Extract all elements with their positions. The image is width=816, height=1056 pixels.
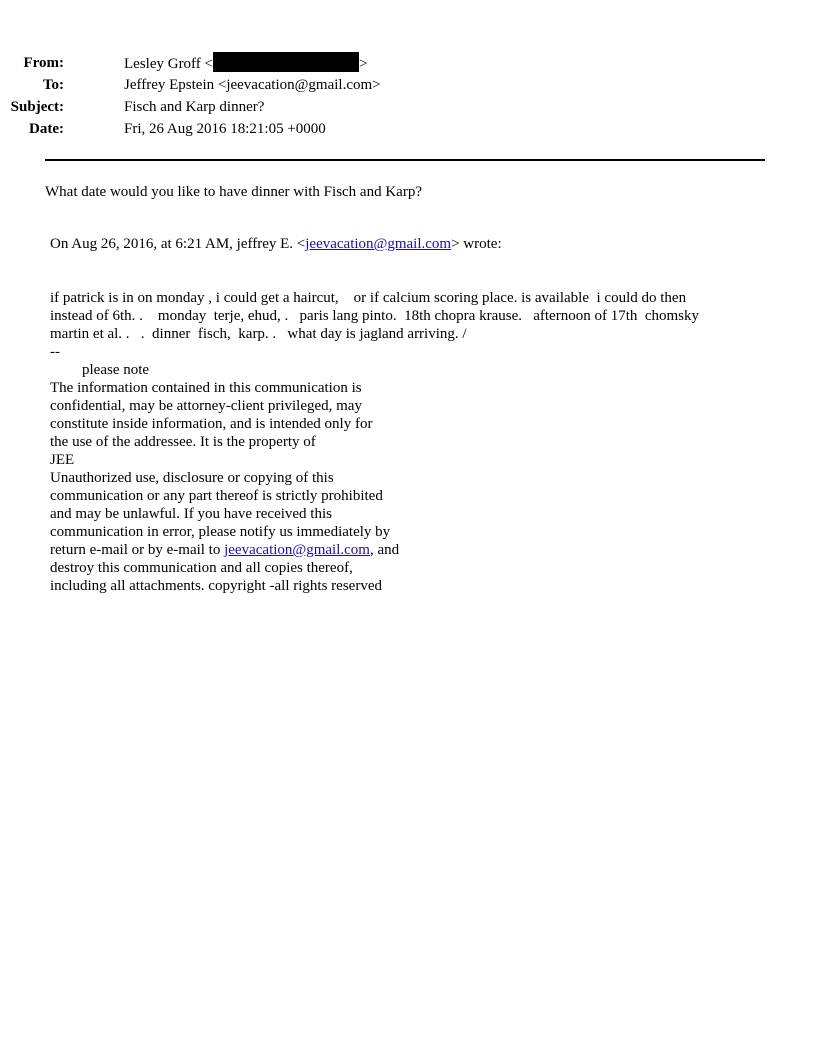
quoted-line: instead of 6th. . monday terje, ehud, . paris lang pinto. 18th chopra krause. afternoon of 17th chomsky bbox=[50, 308, 700, 324]
to-label: To: bbox=[42, 77, 64, 93]
disclaimer-email-link[interactable]: jeevacation@gmail.com bbox=[224, 542, 370, 558]
subject-value: Fisch and Karp dinner? bbox=[124, 99, 265, 115]
disclaimer-line: the use of the addressee. It is the property of bbox=[50, 434, 316, 450]
disclaimer-line: JEE bbox=[50, 452, 75, 468]
disclaimer-line: The information contained in this communication is bbox=[50, 380, 362, 396]
header-divider bbox=[45, 159, 765, 161]
subject-row bbox=[0, 96, 760, 118]
disclaimer-line: including all attachments. copyright -all rights reserved bbox=[50, 578, 382, 594]
date-value: Fri, 26 Aug 2016 18:21:05 +0000 bbox=[124, 121, 326, 137]
disclaimer-email-line bbox=[50, 541, 399, 559]
disclaimer-line: communication in error, please notify us immediately by bbox=[50, 524, 391, 540]
quoted-line: martin et al. . . dinner fisch, karp. . what day is jagland arriving. / bbox=[50, 326, 467, 342]
subject-label: Subject: bbox=[10, 99, 64, 115]
quote-intro-email-link[interactable]: jeevacation@gmail.com bbox=[305, 236, 452, 252]
to-value: Jeffrey Epstein <jeevacation@gmail.com> bbox=[124, 77, 381, 93]
disclaimer-line: confidential, may be attorney-client privileged, may bbox=[50, 398, 362, 414]
quoted-line: if patrick is in on monday , i could get a haircut, or if calcium scoring place. is available i could do then bbox=[50, 290, 687, 306]
to-row bbox=[0, 74, 760, 96]
please-note: please note bbox=[82, 362, 150, 378]
from-close: > bbox=[359, 56, 368, 72]
quote-intro-pre: On Aug 26, 2016, at 6:21 AM, jeffrey E. < bbox=[50, 236, 306, 252]
disclaimer-line: and may be unlawful. If you have received this bbox=[50, 506, 332, 522]
disclaimer-line: constitute inside information, and is intended only for bbox=[50, 416, 373, 432]
date-row bbox=[0, 118, 760, 140]
from-row bbox=[0, 52, 760, 74]
disclaimer-line: Unauthorized use, disclosure or copying of this bbox=[50, 470, 334, 486]
disclaimer-line: communication or any part thereof is strictly prohibited bbox=[50, 488, 383, 504]
from-label: From: bbox=[23, 55, 64, 71]
quote-intro bbox=[50, 235, 502, 253]
redaction-block bbox=[213, 52, 359, 72]
disclaimer-line: destroy this communication and all copies thereof, bbox=[50, 560, 353, 576]
signature-dashes: -- bbox=[50, 344, 60, 360]
disclaimer-email-pre: return e-mail or by e-mail to bbox=[50, 542, 225, 558]
message-text: What date would you like to have dinner with Fisch and Karp? bbox=[45, 184, 422, 200]
disclaimer-email-post: , and bbox=[369, 542, 400, 558]
date-label: Date: bbox=[29, 121, 64, 137]
from-name: Lesley Groff < bbox=[124, 56, 213, 72]
quote-intro-post: > wrote: bbox=[451, 236, 502, 252]
